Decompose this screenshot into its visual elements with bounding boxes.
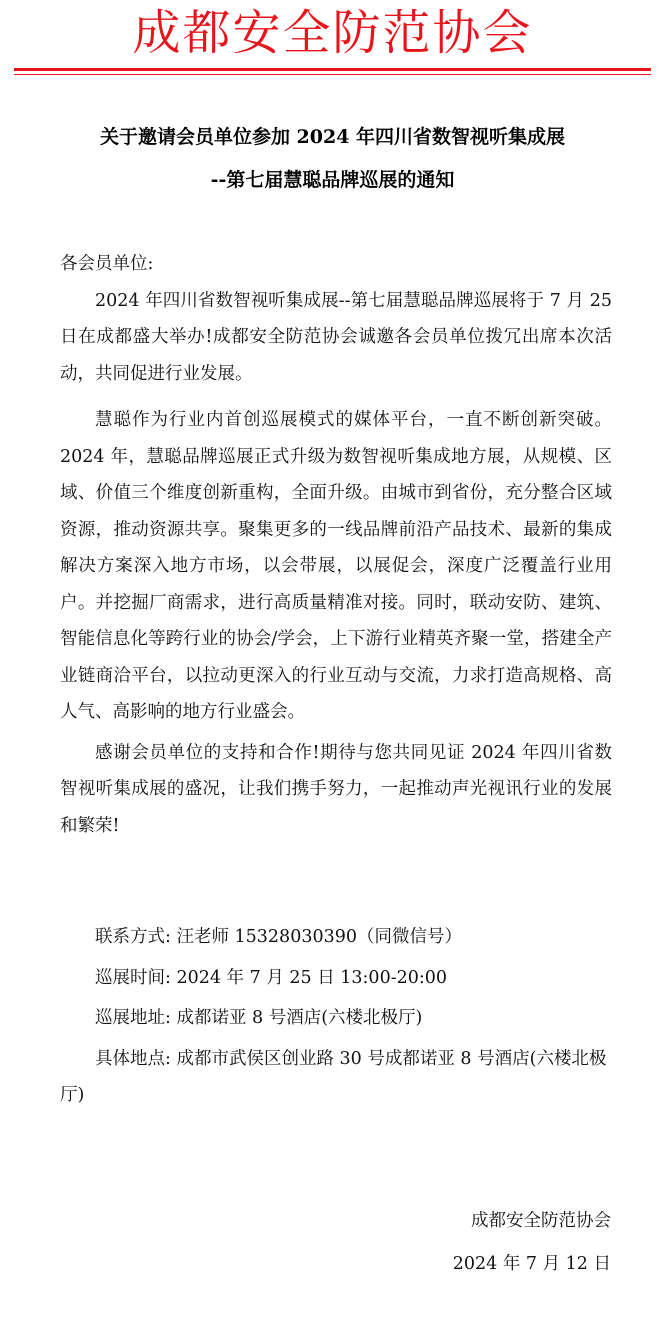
signature-date: 2024 年 7 月 12 日 (452, 1254, 611, 1274)
signature-block (453, 1210, 611, 1275)
notice-title-line-1: 关于邀请会员单位参加 2024 年四川省数智视听集成展 (99, 126, 566, 148)
event-time: 巡展时间: 2024 年 7 月 25 日 13:00-20:00 (95, 967, 448, 988)
event-location: 具体地点: 成都市武侯区创业路 30 号成都诺亚 8 号酒店(六楼北极厅) (60, 1048, 607, 1105)
signature-org: 成都安全防范协会 (471, 1211, 611, 1231)
body-paragraph-2: 慧聪作为行业内首创巡展模式的媒体平台，一直不断创新突破。2024 年，慧聪品牌巡展正式升级为数智视听集成地方展，从规模、区域、价值三个维度创新重构，全面升级。由城市到省份，充分整合区域资源，推动资源共享。聚集更多的一线品牌前沿产品技术、最新的集成解决方案深入地方市场，以会带展，以展促会，深度广泛覆盖行业用户。并挖掘厂商需求，进行高质量精准对接。同时，联动安防、建筑、智能信息化等跨行业的协会/学会，上下游行业精英齐聚一堂，搭建全产业链商洽平台，以拉动更深入的行业互动与交流，力求打造高规格、高人气、高影响的地方行业盛会。 (60, 410, 612, 722)
body-paragraph-1: 2024 年四川省数智视听集成展--第七届慧聪品牌巡展将于 7 月 25 日在成都盛大举办!成都安全防范协会诚邀各会员单位拨冗出席本次活动，共同促进行业发展。 (60, 290, 612, 384)
body-paragraph-3: 感谢会员单位的支持和合作!期待与您共同见证 2024 年四川省数智视听集成展的盛况，让我们携手努力，一起推动声光视讯行业的发展和繁荣! (60, 742, 612, 836)
notice-title-line-2: --第七届慧聪品牌巡展的通知 (210, 169, 455, 191)
event-address: 巡展地址: 成都诺亚 8 号酒店(六楼北极厅) (95, 1008, 423, 1028)
notice-body (60, 246, 612, 844)
contact-info: 联系方式: 汪老师 15328030390（同微信号） (95, 927, 462, 947)
event-details (60, 919, 612, 1118)
letterhead-org-name: 成都安全防范协会 (132, 5, 533, 61)
salutation: 各会员单位: (60, 254, 154, 274)
letterhead-rule-thin (14, 74, 651, 75)
letterhead (0, 0, 665, 80)
letterhead-rule-thick (14, 68, 651, 71)
